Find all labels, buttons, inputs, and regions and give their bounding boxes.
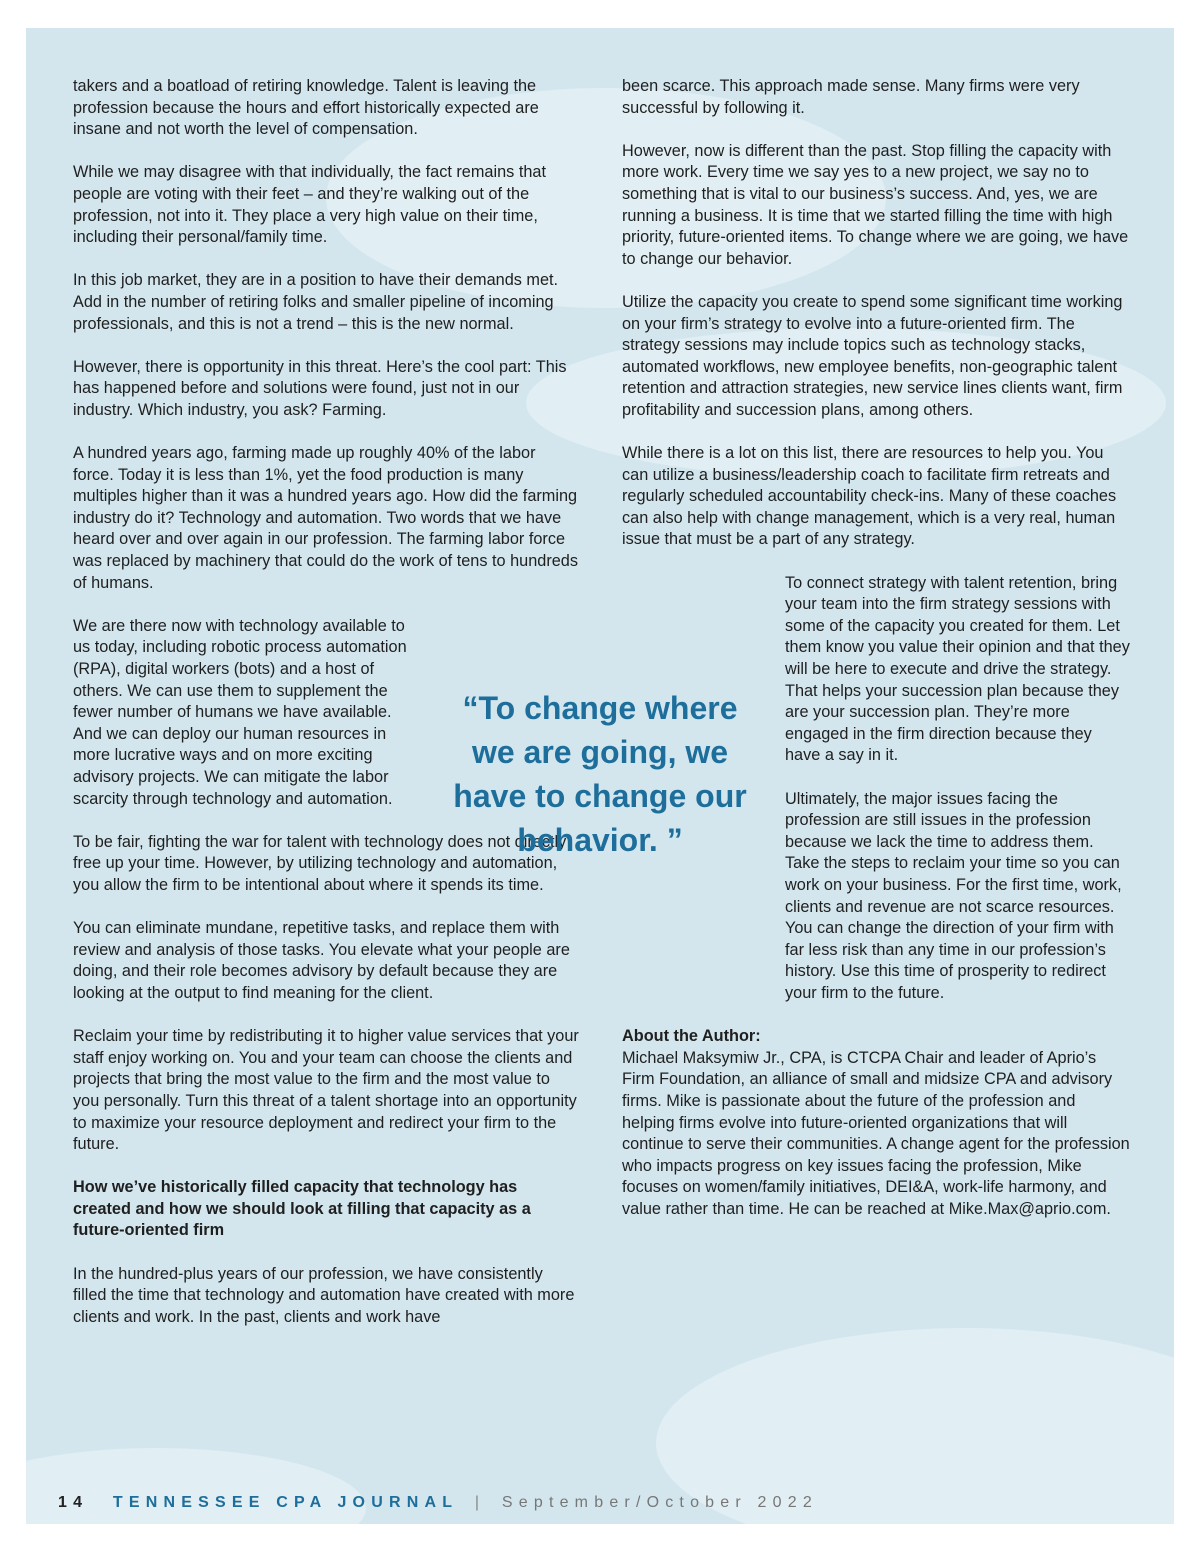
section-heading: How we’ve historically filled capacity that technology has created and how we should look at filling that capacity as a future-oriented firm	[73, 1178, 531, 1240]
author-heading: About the Author:	[622, 1027, 761, 1046]
paragraph: To connect strategy with talent retention, bring your team into the firm strategy sessions with some of the capacity you created for them. Let them know you value their opinion and that they will be here to execute and drive the strategy. That helps your succession plan because they are your succession plan. They’re more engaged in the firm direction because they have a say in it.	[785, 573, 1130, 765]
paragraph: In the hundred-plus years of our profession, we have consistently filled the time that technology and automation have created with more clients and work. In the past, clients and work have	[73, 1264, 575, 1326]
paragraph: However, now is different than the past. Stop filling the capacity with more work. Every time we say yes to a new project, we say no to something that is vital to our business’s success. And, yes, we are running a business. It is time that we started filling the time with high priority, future-oriented items. To change where we are going, we have to change our behavior.	[622, 141, 1129, 268]
paragraph: While there is a lot on this list, there are resources to help you. You can utilize a business/leadership coach to facilitate firm retreats and regularly scheduled accountability check-ins. Many of these coaches can also help with change management, which is a very real, human issue that must be a part of any strategy.	[622, 444, 1117, 549]
paragraph: been scarce. This approach made sense. Many firms were very successful by following it.	[622, 77, 1080, 117]
paragraph: Ultimately, the major issues facing the profession are still issues in the profession because we lack the time to address them. Take the steps to reclaim your time so you can work on your business. For the first time, work, clients and revenue are not scarce resources. You can change the direction of your firm with far less risk than any time in our profession’s history. Use this time of prosperity to redirect your firm to the future.	[785, 789, 1122, 1002]
paragraph: However, there is opportunity in this threat. Here’s the cool part: This has happened before and solutions were found, just not in our industry. Which industry, you ask? Farming.	[73, 357, 567, 419]
footer	[58, 1494, 818, 1512]
paragraph: In this job market, they are in a position to have their demands met. Add in the number of retiring folks and smaller pipeline of incoming professionals, and this is not a trend – this is the new normal.	[73, 271, 559, 333]
page-number: 14	[58, 1494, 89, 1511]
journal-name: TENNESSEE CPA JOURNAL	[112, 1494, 459, 1511]
footer-separator: |	[474, 1494, 486, 1511]
cloud-shape-bottom-left	[26, 1448, 366, 1524]
paragraph: takers and a boatload of retiring knowledge. Talent is leaving the profession because the hours and effort historically expected are insane and not worth the level of compensation.	[73, 77, 539, 139]
paragraph: Utilize the capacity you create to spend some significant time working on your firm’s strategy to evolve into a future-oriented firm. The strategy sessions may include topics such as technology stacks, automated workflows, new employee benefits, non-geographic talent retention and attraction strategies, new service lines clients want, firm profitability and succession plans, among others.	[622, 292, 1123, 419]
paragraph: To be fair, fighting the war for talent with technology does not directly free up your time. However, by utilizing technology and automation, you allow the firm to be intentional about where it spends its time.	[73, 832, 567, 894]
pull-quote: “To change where we are going, we have to change our behavior. ”	[453, 690, 747, 858]
paragraph: While we may disagree with that individually, the fact remains that people are voting with their feet – and they’re walking out of the profession, not into it. They place a very high value on their time, including their personal/family time.	[73, 163, 546, 247]
author-block	[622, 1026, 1130, 1220]
paragraph: We are there now with technology available to us today, including robotic process automation (RPA), digital workers (bots) and a host of others. We can use them to supplement the fewer number of humans we have available. And we can deploy our human resources in more lucrative ways and on more exciting advisory projects. We can mitigate the labor scarcity through technology and automation.	[73, 616, 407, 808]
author-bio: Michael Maksymiw Jr., CPA, is CTCPA Chair and leader of Aprio’s Firm Foundation, an alliance of small and midsize CPA and advisory firms. Mike is passionate about the future of the profession and helping firms evolve into future-oriented organizations that will continue to serve their communities. A change agent for the profession who impacts progress on key issues facing the profession, Mike focuses on women/family initiatives, DEI&A, work-life harmony, and value rather than time. He can be reached at Mike.Max@aprio.com.	[622, 1048, 1130, 1218]
paragraph: You can eliminate mundane, repetitive tasks, and replace them with review and analysis of those tasks. You elevate what your people are doing, and their role becomes advisory by default because they are looking at the output to find meaning for the client.	[73, 919, 570, 1002]
issue-date: September/October 2022	[501, 1494, 818, 1511]
right-column	[622, 76, 1130, 1220]
paragraph: A hundred years ago, farming made up roughly 40% of the labor force. Today it is less than 1%, yet the food production is many multiples higher than it was a hundred years ago. How did the farming industry do it? Technology and automation. Two words that we have heard over and over again in our profession. The farming labor force was replaced by machinery that could do the work of tens to hundreds of humans.	[73, 444, 579, 592]
paragraph: Reclaim your time by redistributing it to higher value services that your staff enjoy working on. You and your team can choose the clients and projects that bring the most value to the firm and the most value to you personally. Turn this threat of a talent shortage into an opportunity to maximize your resource deployment and redirect your firm to the future.	[73, 1027, 579, 1154]
